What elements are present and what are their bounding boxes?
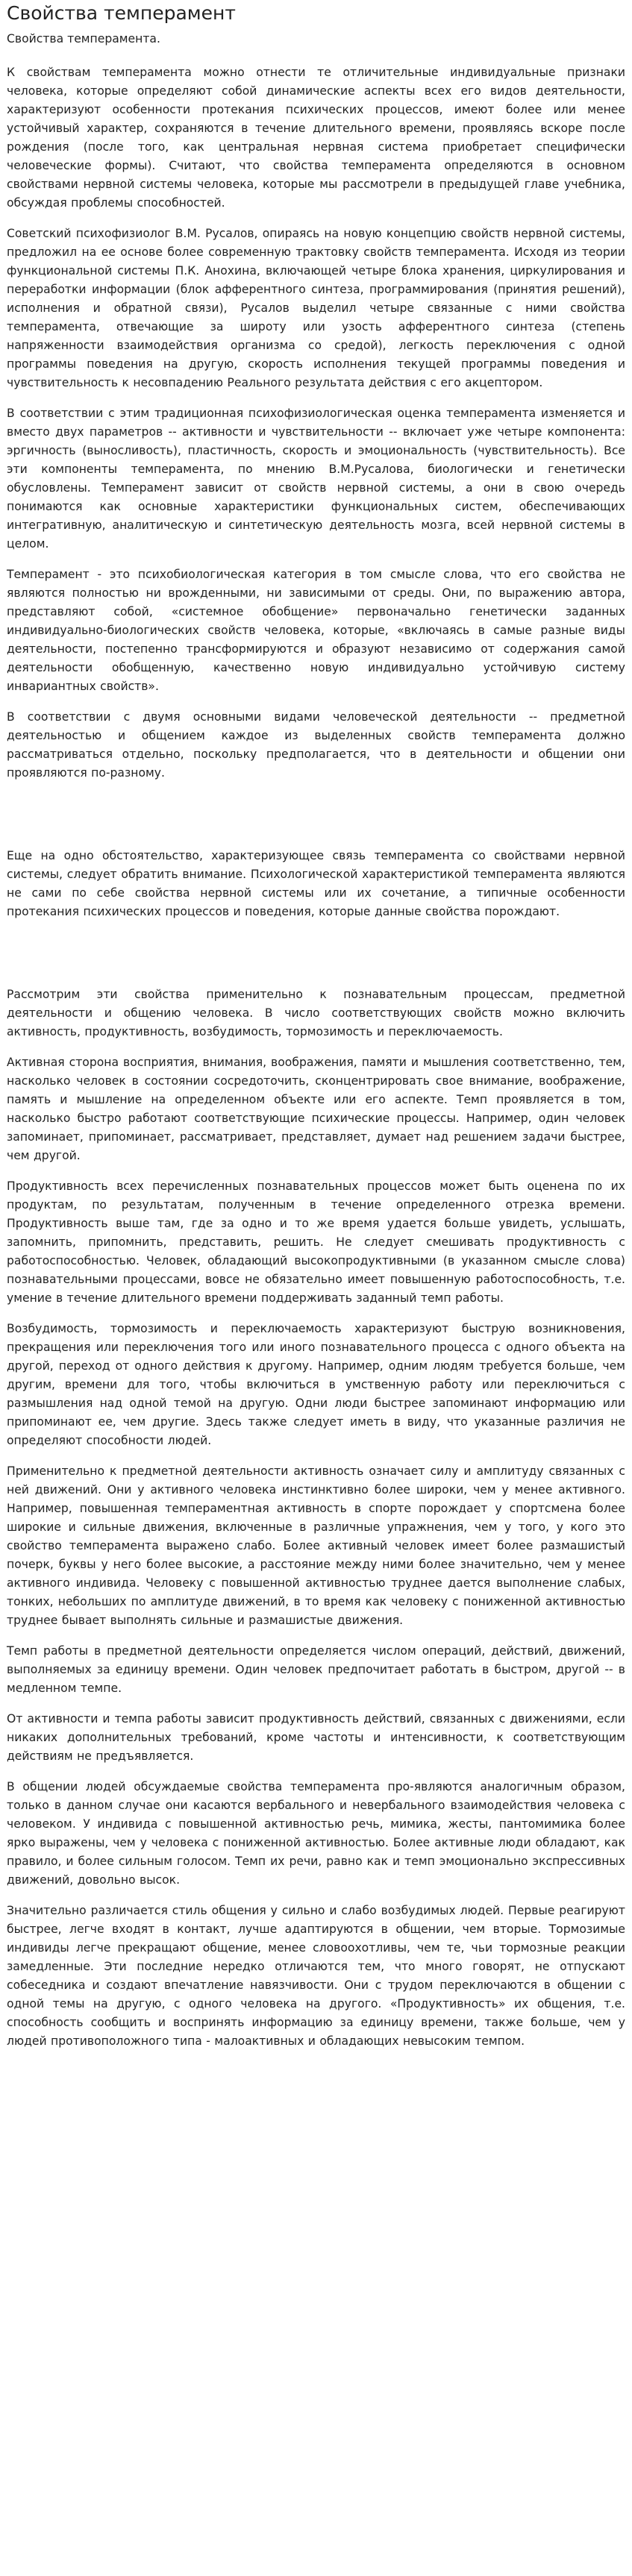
spacer	[7, 933, 625, 985]
paragraph: Возбудимость, тормозимость и переключаемость характеризуют быструю возникновения, прекращения или переключения того или иного познавательного процесса с одного объекта на другой, переход от одного действия к другому. Например, одним людям требуется больше, чем другим, времени для того, чтобы включиться в умственную работу или переключиться с размышления над одной темой на другую. Одни люди быстрее запоминают информацию или припоминают ее, чем другие. Здесь также следует иметь в виду, что указанные различия не определяют способности людей.	[7, 1322, 625, 1447]
paragraph: В соответствии с этим традиционная психофизиологическая оценка темперамента изменяется и вместо двух параметров -- активности и чувствительности -- включает уже четыре компонента: эргичность (выносливость), пластичность, скорость и эмоциональность (чувствительность). Все эти компоненты темперамента, по мнению В.М.Русалова, биологически и генетически обусловлены. Темперамент зависит от свойств нервной системы, а они в свою очередь понимаются как основные характеристики функциональных систем, обеспечивающих интегративную, аналитическую и синтетическую деятельность мозга, всей нервной системы в целом.	[7, 407, 625, 551]
paragraph: Рассмотрим эти свойства применительно к познавательным процессам, предметной деятельности и общению человека. В число соответствующих свойств можно включить активность, продуктивность, возбудимость, тормозимость и переключаемость.	[7, 988, 625, 1038]
content-block-1	[7, 63, 625, 783]
content-block-2	[7, 985, 625, 2051]
paragraph: Применительно к предметной деятельности активность означает силу и амплитуду связанных с ней движений. Они у активного человека инстинктивно более широки, чем у менее активного. Например, повышенная темпераментная активность в спорте порождает у спортсмена более широкие и сильные движения, включенные в различные упражнения, чем у того, у кого это свойство темперамента выражено слабо. Более активный человек имеет более размашистый почерк, буквы у него более высокие, а расстояние между ними более значительно, чем у менее активного индивида. Человеку с повышенной активностью труднее дается выполнение слабых, тонких, небольших по амплитуде движений, в то время как человеку с пониженной активностью труднее бывает выполнять сильные и размашистые движения.	[7, 1464, 625, 1627]
paragraph: Темп работы в предметной деятельности определяется числом операций, действий, движений, выполняемых за единицу времени. Один человек предпочитает работать в быстром, другой -- в медленном темпе.	[7, 1644, 625, 1695]
page-subtitle: Свойства темперамента.	[7, 32, 160, 46]
paragraph: Значительно различается стиль общения у сильно и слабо возбудимых людей. Первые реагируют быстрее, легче входят в контакт, лучше адаптируются в общении, чем вторые. Тормозимые индивиды легче прекращают общение, менее словоохотливы, чем те, чьи тормозные реакции замедленные. Эти последние нередко отличаются тем, что много говорят, не отпускают собеседника и создают впечатление навязчивости. Они с трудом переключаются в общении с одной темы на другую, с одного человека на другого. «Продуктивность» их общения, т.е. способность сообщить и воспринять информацию за единицу времени, также больше, чем у людей противоположного типа - малоактивных и обладающих невысоким темпом.	[7, 1904, 625, 2048]
paragraph: Продуктивность всех перечисленных познавательных процессов может быть оценена по их продуктам, по результатам, полученным в течение определенного отрезка времени. Продуктивность выше там, где за одно и то же время удается больше увидеть, услышать, запомнить, припомнить, представить, решить. Не следует смешивать продуктивность с работоспособностью. Человек, обладающий высокопродуктивными (в указанном смысле слова) познавательными процессами, вовсе не обязательно имеет повышенную работоспособность, т.е. умение в течение длительного времени поддерживать заданный темп работы.	[7, 1179, 625, 1305]
paragraph: Еще на одно обстоятельство, характеризующее связь темперамента со свойствами нервной системы, следует обратить внимание. Психологической характеристикой темперамента являются не сами по себе свойства нервной системы или их сочетание, а типичные особенности протекания психических процессов и поведения, которые данные свойства порождают.	[7, 849, 625, 918]
paragraph: Темперамент - это психобиологическая категория в том смысле слова, что его свойства не являются полностью ни врожденными, ни зависимыми от среды. Они, по выражению автора, представляют собой, «системное обобщение» первоначально генетически заданных индивидуально-биологических свойств человека, которые, «включаясь в самые разные виды деятельности, постепенно трансформируются и образуют независимо от содержания самой деятельности обобщенную, качественно новую индивидуально устойчивую систему инвариантных свойств».	[7, 568, 625, 693]
paragraph: От активности и темпа работы зависит продуктивность действий, связанных с движениями, если никаких дополнительных требований, кроме частоты и интенсивности, к соответствующим действиям не предъявляется.	[7, 1712, 625, 1763]
spacer	[7, 795, 625, 847]
paragraph: В общении людей обсуждаемые свойства темперамента про-являются аналогичным образом, только в данном случае они касаются вербального и невербального взаимодействия человека с человеком. У индивида с повышенной активностью речь, мимика, жесты, пантомимика более ярко выражены, чем у человека с пониженной активностью. Более активные люди обладают, как правило, и более сильным голосом. Темп их речи, равно как и темп эмоционально экспрессивных движений, довольно высок.	[7, 1780, 625, 1887]
paragraph: В соответствии с двумя основными видами человеческой деятельности -- предметной деятельностью и общением каждое из выделенных свойств темперамента должно рассматриваться отдельно, поскольку предполагается, что в деятельности и общении они проявляются по-разному.	[7, 710, 625, 780]
paragraph: Активная сторона восприятия, внимания, воображения, памяти и мышления соответственно, тем, насколько человек в состоянии сосредоточить, сконцентрировать свое внимание, воображение, память и мышление на определенном объекте или его аспекте. Темп проявляется в том, насколько быстро работают соответствующие психические процессы. Например, один человек запоминает, припоминает, рассматривает, представляет, думает над решением задачи быстрее, чем другой.	[7, 1056, 625, 1162]
paragraph: Советский психофизиолог В.М. Русалов, опираясь на новую концепцию свойств нервной системы, предложил на ее основе более современную трактовку свойств темперамента. Исходя из теории функциональной системы П.К. Анохина, включающей четыре блока хранения, циркулирования и переработки информации (блок афферентного синтеза, программирования (принятия решений), исполнения и обратной связи), Русалов выделил четыре связанные с ними свойства темперамента, отвечающие за широту или узость афферентного синтеза (степень напряженности взаимодействия организма со средой), легкость переключения с одной программы поведения на другую, скорость исполнения текущей программы поведения и чувствительность к несовпадению Реального результата действия с его акцептором.	[7, 227, 625, 389]
paragraph: К свойствам темперамента можно отнести те отличительные индивидуальные признаки человека, которые определяют собой динамические аспекты всех его видов деятельности, характеризуют особенности протекания психических процессов, имеют более или менее устойчивый характер, сохраняются в течение длительного времени, проявляясь вскоре после рождения (после того, как центральная нервная система приобретает специфически человеческие формы). Считают, что свойства темперамента определяются в основном свойствами нервной системы человека, которые мы рассмотрели в предыдущей главе учебника, обсуждая проблемы способностей.	[7, 66, 625, 210]
page-title: Свойства темперамент	[7, 2, 236, 24]
